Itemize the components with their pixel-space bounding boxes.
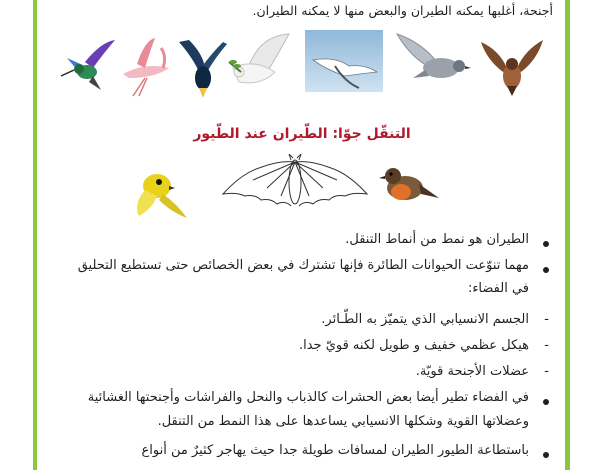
bullet-dot <box>543 241 549 247</box>
birds-photo-row <box>37 28 565 104</box>
flying-animals-row <box>37 150 565 222</box>
sub-item: هيكل عظمي خفيف و طويل لكنه قويّ جدا. <box>298 338 529 353</box>
flamingo-image <box>115 34 177 98</box>
bullet-dot <box>543 399 549 405</box>
bullet-continuation: وعضلاتها القوية وشكلها الانسيابي يساعدها على هذا النمط من التنقل. <box>157 414 529 429</box>
bullet-continuation: في الفضاء: <box>467 281 529 296</box>
pigeon-image <box>393 28 473 92</box>
dash-marker: - <box>544 312 549 327</box>
bullet-dot <box>543 267 549 273</box>
bullet-item: باستطاعة الطيور الطيران لمسافات طويلة جدا حيث يهاجر كثيرٌ من أنواع <box>141 443 529 458</box>
section-title: التنقّل جوّا: الطّيران عند الطّيور <box>193 126 411 142</box>
bullet-item: مهما تنوّعت الحيوانات الطائرة فإنها تشترك في بعض الخصائص حتى تستطيع التحليق <box>77 258 529 273</box>
sub-item: الجسم الانسيابي الذي يتميّز به الطّـائر. <box>321 312 529 327</box>
dash-marker: - <box>544 338 549 353</box>
textbook-page <box>37 0 565 470</box>
hummingbird-image <box>57 36 117 96</box>
dash-marker: - <box>544 364 549 379</box>
seagull-sky-image <box>305 30 383 92</box>
page-border-right <box>565 0 570 470</box>
bullet-item: الطيران هو نمط من أنماط التنقل. <box>345 232 529 247</box>
bullet-dot <box>543 452 549 458</box>
robin-image <box>373 158 443 214</box>
brown-bird-image <box>477 32 547 98</box>
dove-image <box>227 32 295 98</box>
intro-text: أجنحة، أغلبها يمكنه الطيران والبعض منها لا يمكنه الطيران. <box>252 3 553 18</box>
seagull-icon <box>305 30 383 92</box>
bat-drawing-image <box>219 154 371 218</box>
yellow-bird-image <box>125 164 195 222</box>
sub-item: عضلات الأجنحة قويّة. <box>415 364 529 379</box>
bullet-item: في الفضاء تطير أيضا بعض الحشرات كالذباب والنحل والفراشات وأجنحتها الغشائية <box>87 390 529 405</box>
dark-bird-image <box>175 38 231 100</box>
